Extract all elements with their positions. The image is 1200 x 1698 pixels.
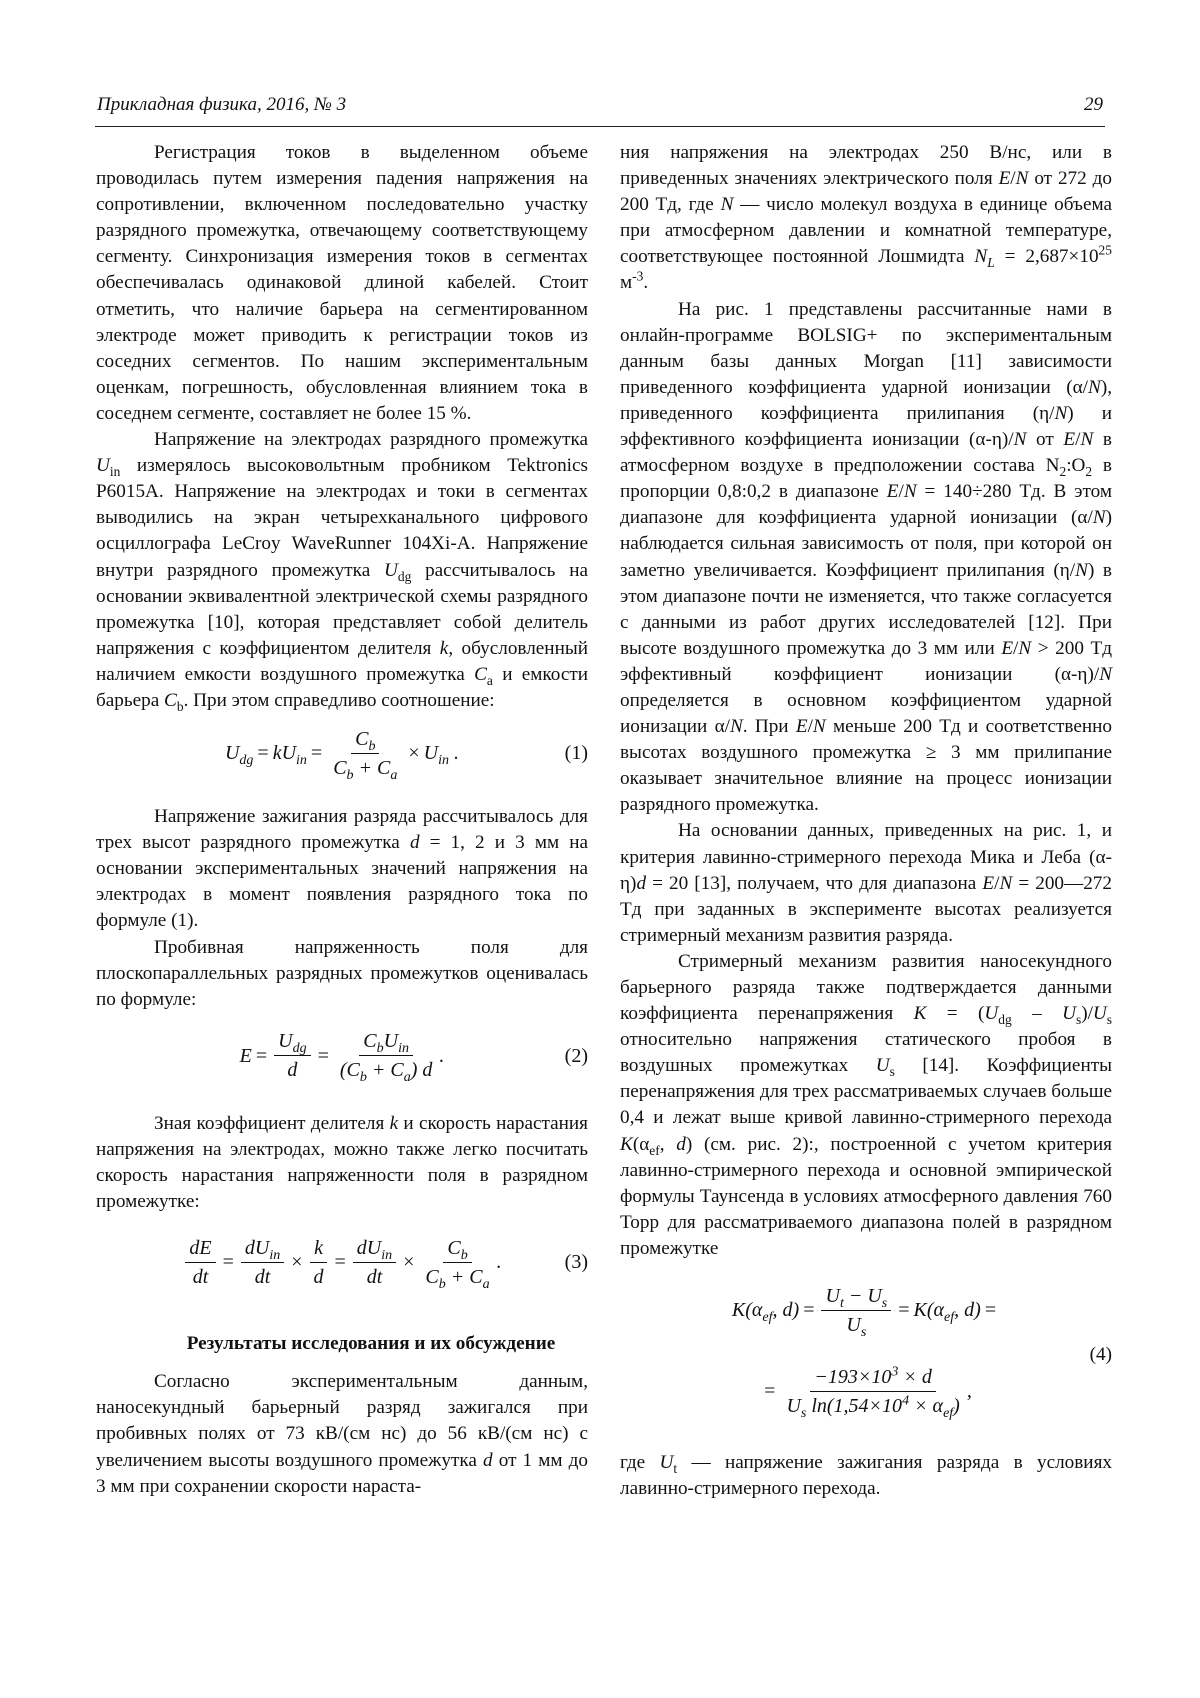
equation-3: $\frac{dE}{dt}$ = $\frac{dU_{in}}{dt}$ × $\frac{k}{d}$ = $\frac{dU_{in}}{dt}$ × $\frac{C_b}{C_b + C_a}$ . (3)	[96, 1215, 588, 1309]
paragraph-overvoltage: Стримерный механизм развития наносекундного барьерного разряда также подтверждается данными коэффициента перенапряжения $K = (U_{dg} - U_s)/U_s$ относительно напряжения статического пробоя в воздушных промежутках $U_s$ [14]. Коэффициенты перенапряжения для трех рассматриваемых случаев больше 0,4 и лежат выше кривой лавинно-стримерного перехода $K(\alpha_{ef}$, d) (см. рис. 2):, построенной с учетом критерия лавинно-стримерного перехода и основной эмпирической формулы Таунсенда в условиях атмосферного давления 760 Торр для рассматриваемого диапазона полей в разрядном промежутке	[620, 950, 1113, 1259]
equation-4: $K(\alpha_{ef}$, d) = $\frac{U_t - U_s}{U_s}$ = $K(\alpha_{ef}$, d) = = $\frac{-193\times 10^3 \times d}{U_s \ln(1,54\times 10^4 \times \alpha_{ef})}$ , (4)	[731, 1284, 1112, 1421]
left-column	[96, 140, 588, 1500]
equation-number: (3)	[564, 1251, 588, 1274]
paragraph-streamer-criterion: На основании данных, приведенных на рис. 1, и критерия лавинно-стримерного перехода Мика и Леба (α-η)d = 20 [13], получаем, что для диапазона E/N = 200—272 Тд при заданных в эксперименте высотах реализуется стримерный механизм развития разряда.	[620, 820, 1112, 946]
page-number: 29	[1084, 94, 1103, 115]
paragraph-current-registration: Регистрация токов в выделенном объеме проводилась путем измерения падения напряжения на сопротивлении, включенном последовательно участку разрядного промежутка, отвечающему соответствующему сегменту. Синхронизация измерения токов в сегментах обеспечивалась одинаковой длиной кабелей. Стоит отметить, что наличие барьера на сегментированном электроде может приводить к регистрации токов из соседних сегментов. По нашим экспериментальным оценкам, погрешность, обусловленная влиянием тока в соседнем сегменте, составляет не более 15 %.	[96, 142, 588, 424]
paragraph-field-rate: Зная коэффициент делителя k и скорость нарастания напряжения на электродах, можно также легко посчитать скорость нарастания напряженности поля в разрядном промежутке:	[96, 1112, 588, 1213]
journal-title: Прикладная физика, 2016, № 3	[97, 94, 347, 115]
paragraph-breakdown-field: Пробивная напряженность поля для плоскопараллельных разрядных промежутков оценивалась по формуле:	[96, 936, 588, 1010]
paragraph-voltage-measurement: Напряжение на электродах разрядного промежутка $U_{in}$ измерялось высоковольтным пробником Tektronics P6015A. Напряжение на электродах и токи в сегментах выводились на экран четырехканального цифрового осциллографа LeCroy WaveRunner 104Xi-A. Напряжение внутри разрядного промежутка $U_{dg}$ рассчитывалось на основании эквивалентной электрической схемы разрядного промежутка [10], которая представляет собой делитель напряжения с коэффициентом делителя k, обусловленный наличием емкости воздушного промежутка $C_a$ и емкости барьера $C_b$. При этом справедливо соотношение:	[96, 429, 589, 714]
equation-number: (1)	[564, 742, 588, 765]
equation-number: (2)	[564, 1044, 588, 1067]
right-column	[620, 140, 1112, 1502]
running-header	[95, 86, 1105, 127]
paragraph-reduced-field: ния напряжения на электродах 250 В/нс, или в приведенных значениях электрического поля E/N от 272 до 200 Тд, где N — число молекул воздуха в единице объема при атмосферном давлении и комнатной температуре, соответствующее постоянной Лошмидта $N_L = 2,687\times 10^{25}$ $м^{-3}$.	[620, 142, 1112, 294]
equation-2: E = $\frac{U_{dg}}{d}$ = $\frac{C_bU_{in}}{(C_b + C_a) d}$ . (2)	[239, 1030, 588, 1086]
equation-1: $U_{dg}$ = $kU_{in}$ = $\frac{C_b}{C_b + C_a}$ × $U_{in}$ . (1)	[224, 727, 588, 783]
equation-number: (4)	[1089, 1344, 1112, 1366]
section-heading: Результаты исследования и их обсуждение	[186, 1333, 556, 1355]
paragraph-ignition-voltage: Напряжение зажигания разряда рассчитывалось для трех высот разрядного промежутка d = 1, 2 и 3 мм на основании экспериментальных значений напряжения на электродах в момент появления разрядного тока по формуле (1).	[96, 806, 588, 932]
paragraph-results: Согласно экспериментальным данным, наносекундный барьерный разряд зажигался при пробивных полях от 73 кВ/(см нс) до 56 кВ/(см нс) с увеличением высоты воздушного промежутка d от 1 мм до 3 мм при сохранении скорости нараста-	[96, 1371, 588, 1497]
paragraph-bolsig: На рис. 1 представлены рассчитанные нами в онлайн-программе BOLSIG+ по экспериментальным данным базы данных Morgan [11] зависимости приведенного коэффициента ударной ионизации (α/N), приведенного коэффициента прилипания (η/N) и эффективного коэффициента ионизации (α-η)/N от E/N в атмосферном воздухе в предположении состава $N_2:O_2$ в пропорции 0,8:0,2 в диапазоне E/N = 140÷280 Тд. В этом диапазоне для коэффициента ударной ионизации (α/N) наблюдается сильная зависимость от поля, при которой он заметно увеличивается. Коэффициент прилипания (η/N) в этом диапазоне почти не изменяется, что также согласуется с данными из работ других исследователей [12]. При высоте воздушного промежутка до 3 мм или E/N > 200 Тд эффективный коэффициент ионизации (α-η)/N определяется в основном коэффициентом ударной ионизации α/N. При E/N меньше 200 Тд и соответственно высотах воздушного промежутка ≥ 3 мм прилипание оказывает значительное влияние на процесс ионизации разрядного промежутка.	[620, 298, 1113, 816]
paragraph-ut-definition: где $U_t$ — напряжение зажигания разряда в условиях лавинно-стримерного перехода.	[620, 1452, 1112, 1500]
